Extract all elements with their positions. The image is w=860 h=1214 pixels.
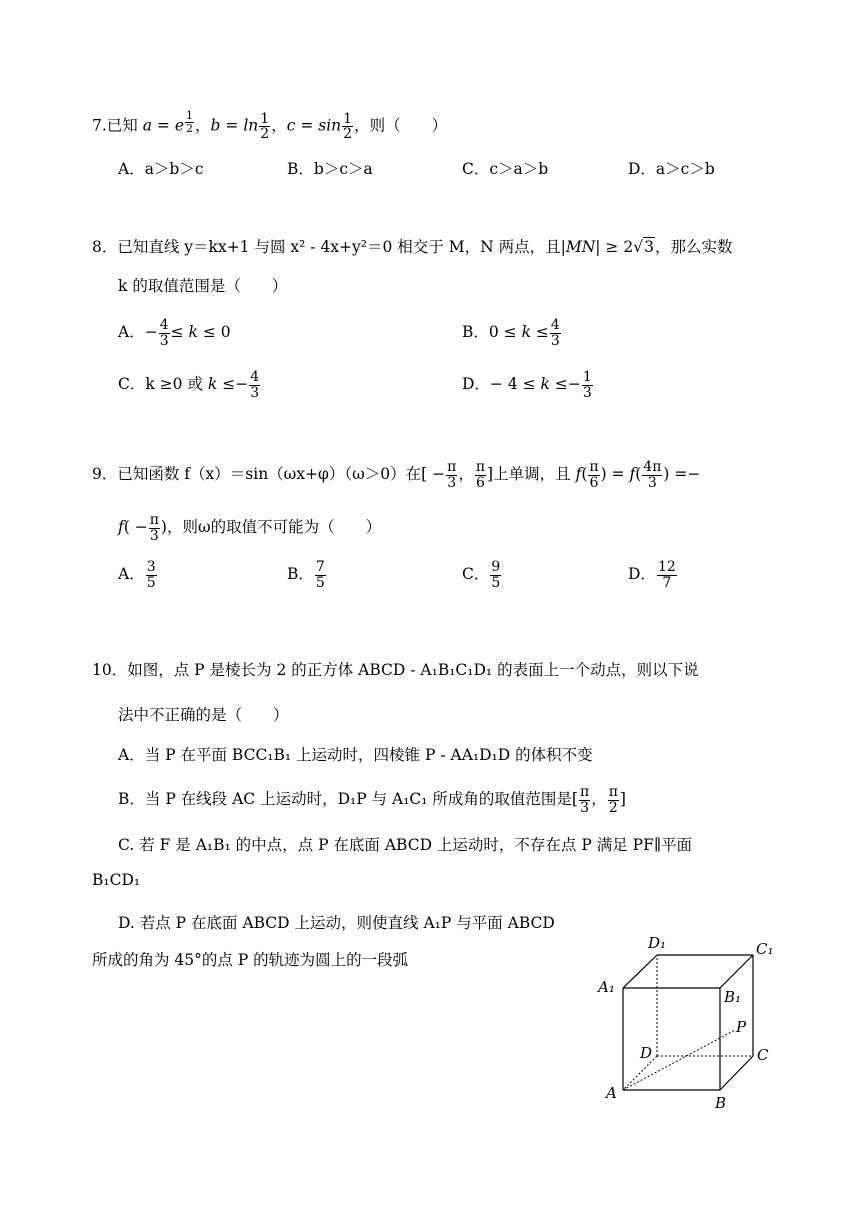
question-7-option-d: D．a＞c＞b [628,160,715,178]
edge-A1-D1 [623,955,657,988]
question-9-option-b: B． $\frac{7}{5}$ [287,559,325,591]
question-10-option-c-line1: C. 若 F 是 A₁B₁ 的中点，点 P 在底面 ABCD 上运动时，不存在点 P 满足 PF∥平面 [118,836,692,854]
question-10-option-d-line2: 所成的角为 45°的点 P 的轨迹为圆上的一段弧 [92,951,409,969]
question-7-option-c: C．c＞a＞b [462,160,549,178]
label-D1: D₁ [648,934,667,952]
label-C: C [757,1046,769,1064]
edge-C-B [720,1056,753,1090]
question-8-stem: 8．已知直线 y＝kx+1 与圆 x² - 4x+y²＝0 相交于 M，N 两点，且|MN| ≥ 2√3，那么实数 [92,238,733,256]
question-7-option-b: B．b＞c＞a [287,160,373,178]
question-8-option-a: A．− $\frac{4}{3}$ ≤ k ≤ 0 [118,317,231,349]
question-9-option-c: C． $\frac{9}{5}$ [462,559,501,591]
question-7-option-a: A．a＞b＞c [118,160,204,178]
label-C1: C₁ [756,940,774,958]
question-7-stem: 7.已知 a = e $^{\frac{1}{2}}$ ，b = ln $\frac{1}{2}$ ，c = sin $\frac{1}{2}$ ，则（ ） [92,109,448,143]
edge-C1-B1 [720,955,753,988]
label-D: D [640,1044,653,1062]
question-8-option-d: D．− 4 ≤ k ≤− $\frac{1}{3}$ [462,369,592,401]
question-10-stem: 10．如图，点 P 是棱长为 2 的正方体 ABCD - A₁B₁C₁D₁ 的表面上一个动点，则以下说 [92,661,699,679]
question-8-option-b: B．0 ≤ k ≤ $\frac{4}{3}$ [462,317,560,349]
question-10-option-d-line1: D. 若点 P 在底面 ABCD 上运动，则使直线 A₁P 与平面 ABCD [118,914,555,932]
question-9-stem: 9．已知函数 f（x）＝sin（ωx+φ）（ω＞0）在[ − $\frac{\pi}{3}$ ， $\frac{\pi}{6}$ ]上单调，且 f( $\frac{\pi}{6}$ ) = f( $\frac{4\pi}{3}$ ) =− [92,459,701,491]
question-9-line2: f( − $\frac{\pi}{3}$ )，则ω的取值不可能为（ ） [118,512,382,544]
label-A: A [606,1084,617,1102]
question-10-option-a: A．当 P 在平面 BCC₁B₁ 上运动时，四棱锥 P - AA₁D₁D 的体积不变 [118,746,593,764]
question-10-option-c-line2: B₁CD₁ [92,871,141,889]
question-8-option-c: C．k ≥0 或 k ≤− $\frac{4}{3}$ [118,369,260,401]
label-A1: A₁ [598,978,615,996]
label-B1: B₁ [724,988,742,1006]
label-B: B [715,1094,727,1112]
label-P: P [736,1018,747,1036]
question-9-option-a: A． $\frac{3}{5}$ [118,559,156,591]
question-9-option-d: D． $\frac{12}{7}$ [628,559,676,591]
question-8-line2: k 的取值范围是（ ） [118,277,288,295]
question-10-option-b: B．当 P 在线段 AC 上运动时，D₁P 与 A₁C₁ 所成角的取值范围是[ $\frac{\pi}{3}$ ， $\frac{\pi}{2}$ ] [118,784,626,816]
question-10-line2: 法中不正确的是（ ） [118,706,289,724]
cube-figure [590,928,790,1118]
